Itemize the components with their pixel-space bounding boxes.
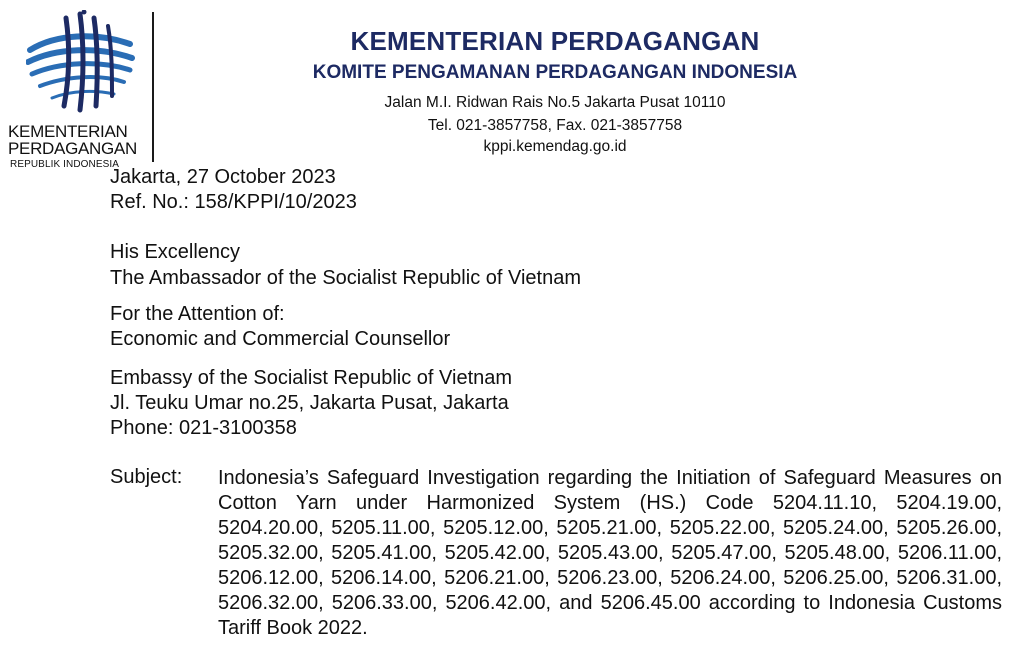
letter-place-date: Jakarta, 27 October 2023 xyxy=(110,166,336,188)
attention-name: Economic and Commercial Counsellor xyxy=(110,328,451,350)
committee-title: KOMITE PENGAMANAN PERDAGANGAN INDONESIA xyxy=(312,62,798,83)
subject-label: Subject: xyxy=(110,466,183,488)
logo-line-3: REPUBLIK INDONESIA xyxy=(10,159,120,170)
letterhead-divider xyxy=(152,12,154,162)
office-address: Jalan M.I. Ridwan Rais No.5 Jakarta Pusat 10110 xyxy=(384,94,726,111)
letter-reference: Ref. No.: 158/KPPI/10/2023 xyxy=(110,191,357,213)
recipient-name: The Ambassador of the Socialist Republic of Vietnam xyxy=(110,267,581,289)
embassy-name: Embassy of the Socialist Republic of Vietnam xyxy=(110,367,513,389)
ministry-title: KEMENTERIAN PERDAGANGAN xyxy=(350,26,760,56)
subject-text: Indonesia’s Safeguard Investigation regarding the Initiation of Safeguard Measures on Cotton Yarn under Harmonized System (HS.) Code 5204.11.10, 5204.19.00, 5204.20.00, 5205.11.00, 5205.12.00, 5205.21.00, 5205.22.00, 5205.24.00, 5205.26.00, 5205.32.00, 5205.41.00, 5205.42.00, 5205.43.00, 5205.47.00, 5205.48.00, 5206.11.00, 5206.12.00, 5206.14.00, 5206.21.00, 5206.23.00, 5206.24.00, 5206.25.00, 5206.31.00, 5206.32.00, 5206.33.00, 5206.42.00, and 5206.45.00 according to Indonesia Customs Tariff Book 2022. xyxy=(218,467,1002,639)
recipient-title: His Excellency xyxy=(110,241,241,263)
logo-line-2: PERDAGANGAN xyxy=(8,139,137,158)
embassy-phone: Phone: 021-3100358 xyxy=(110,417,297,439)
letterhead-logo xyxy=(4,10,154,170)
office-phone-fax: Tel. 021-3857758, Fax. 021-3857758 xyxy=(427,117,683,134)
attention-label: For the Attention of: xyxy=(110,303,285,325)
office-website: kppi.kemendag.go.id xyxy=(483,138,627,155)
embassy-address: Jl. Teuku Umar no.25, Jakarta Pusat, Jakarta xyxy=(110,392,509,414)
logo-line-1: KEMENTERIAN xyxy=(8,122,128,141)
ministry-emblem-icon xyxy=(26,10,136,114)
